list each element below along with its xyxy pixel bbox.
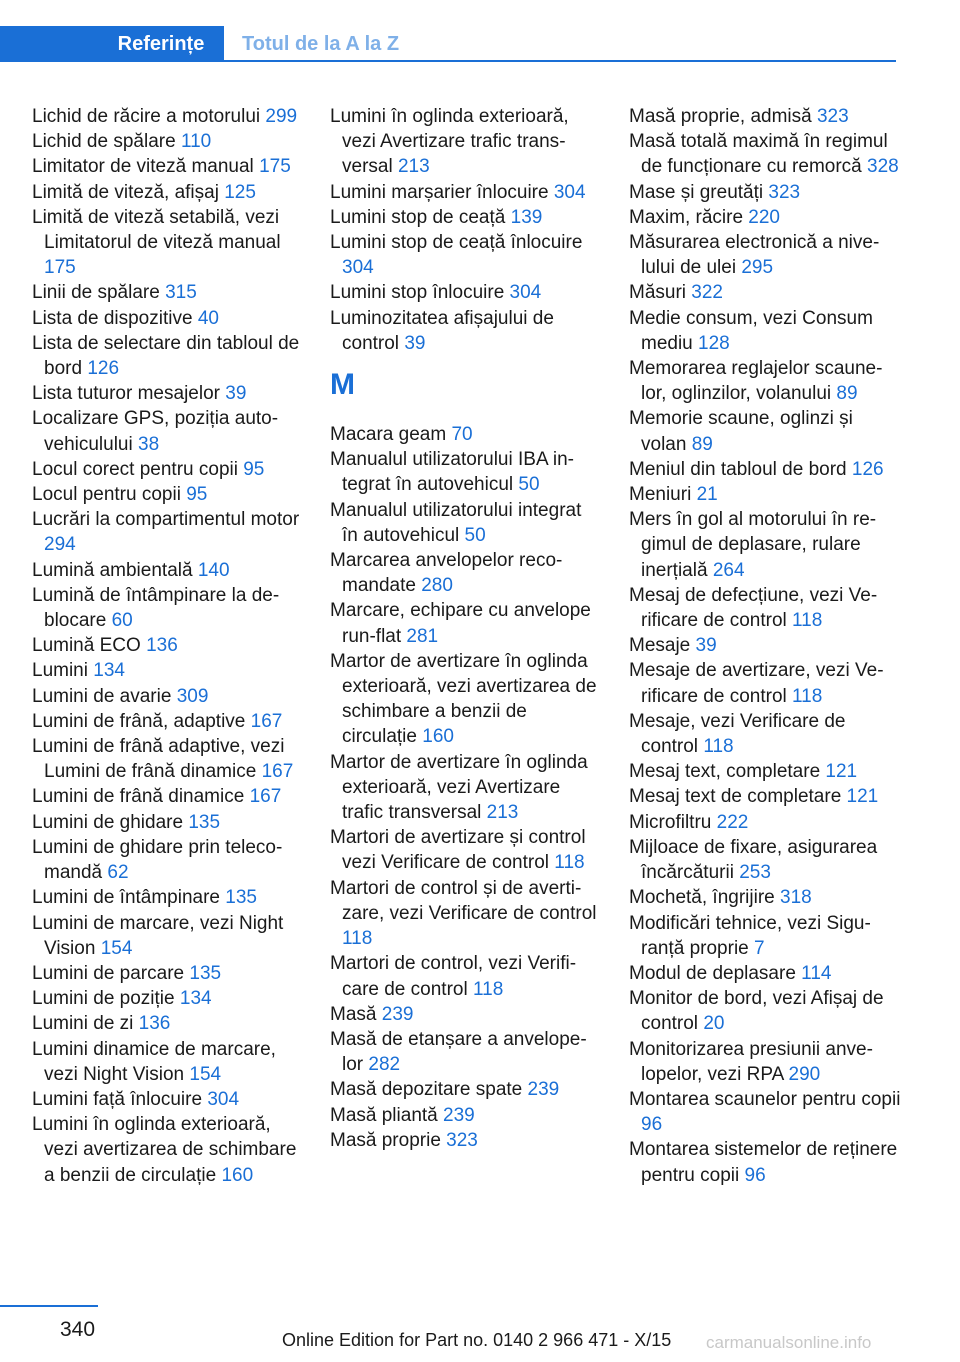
index-entry	[330, 1002, 600, 1027]
index-entry-text: Masă proprie, admisă	[629, 106, 812, 127]
index-entry-text: Memorarea reglajelor scaunelor, oglinzilor, volanului	[629, 358, 883, 405]
index-entry-text: Monitorizarea presiunii anvelopelor, vezi RPA	[629, 1038, 873, 1085]
page-reference-link[interactable]: 280	[421, 575, 453, 597]
page-reference-link[interactable]: 299	[265, 106, 298, 127]
page-reference-link[interactable]: 118	[792, 610, 823, 632]
index-entry	[32, 507, 302, 557]
page-reference-link[interactable]: 50	[518, 474, 540, 496]
index-entry	[330, 1027, 600, 1077]
index-entry-text: Lumini de poziție	[32, 988, 175, 1010]
index-entry	[32, 986, 302, 1011]
index-entry	[32, 810, 302, 835]
index-entry	[330, 750, 600, 826]
index-entry-text: Maxim, răcire	[629, 206, 744, 228]
page-reference-link[interactable]: 295	[741, 257, 774, 279]
index-entry-text: Lumini de frână, adaptive	[32, 710, 246, 732]
index-entry-text: Lista tuturor mesajelor	[32, 383, 220, 405]
index-entry-text: Locul pentru copii	[32, 484, 181, 506]
index-entry	[32, 684, 302, 709]
index-entry-text: Lumină ECO	[32, 635, 141, 657]
page-reference-link[interactable]: 282	[368, 1054, 401, 1076]
index-entry	[330, 876, 600, 952]
index-entry	[629, 986, 901, 1036]
index-entry	[629, 1137, 901, 1187]
index-entry-text: Mesaj text, completare	[629, 761, 821, 783]
index-entry-text: Limitator de viteză manual	[32, 156, 254, 178]
index-entry	[629, 482, 901, 507]
index-entry	[32, 734, 302, 784]
index-entry-text: Martor de avertizare în oglinda exterioară, vezi avertizarea de schimbare a benzii de circulație	[330, 650, 597, 748]
index-entry	[32, 280, 302, 305]
section-letter: M	[330, 368, 355, 402]
index-entry-text: Masă depozitare spate	[330, 1079, 523, 1101]
page-reference-link[interactable]: 128	[698, 332, 730, 354]
page-reference-link[interactable]: 96	[744, 1164, 766, 1186]
page-reference-link[interactable]: 315	[165, 282, 197, 304]
page-reference-link[interactable]: 264	[712, 559, 745, 581]
index-entry-text: Meniul din tabloul de bord	[629, 458, 847, 480]
page-reference-link[interactable]: 89	[836, 383, 858, 405]
page-reference-link[interactable]: 222	[716, 811, 749, 833]
page-reference-link[interactable]: 62	[107, 862, 129, 884]
index-entry-text: Lumini dinamice de marcare, vezi Night Vision	[32, 1038, 276, 1085]
index-entry	[629, 306, 901, 356]
index-entry-text: Mesaj text de completare	[629, 786, 842, 808]
index-entry-text: Manualul utilizatorului integrat în autovehicul	[330, 499, 582, 546]
index-entry	[629, 457, 901, 482]
index-entry	[330, 422, 600, 447]
index-entry-text: Memorie scaune, oglinzi și volan	[629, 408, 853, 455]
index-entry	[32, 205, 302, 281]
index-entry	[629, 583, 901, 633]
page-reference-link[interactable]: 21	[696, 484, 718, 506]
index-entry	[629, 180, 901, 205]
index-entry-text: Lichid de răcire a motorului	[32, 106, 261, 127]
index-entry-text: Luminozitatea afișajului de control	[330, 307, 554, 354]
page-reference-link[interactable]: 125	[224, 181, 256, 203]
index-entry-text: Marcarea anvelopelor recomandate	[330, 550, 563, 597]
index-entry-text: Masă de etanșare a anvelopelor	[330, 1028, 587, 1076]
page-reference-link[interactable]: 39	[695, 635, 717, 657]
page-reference-link[interactable]: 110	[180, 131, 212, 153]
page-reference-link[interactable]: 175	[44, 257, 76, 279]
page-reference-link[interactable]: 213	[397, 156, 430, 178]
index-entry	[629, 1087, 901, 1137]
index-entry	[32, 709, 302, 734]
index-entry	[330, 306, 600, 356]
index-entry-text: Mesaj de defecțiune, vezi Verificare de control	[629, 584, 878, 632]
page-reference-link[interactable]: 154	[189, 1063, 222, 1085]
index-entry-text: Mochetă, îngrijire	[629, 887, 775, 909]
index-entry	[32, 154, 302, 179]
index-entry-text: Lumini în oglinda exterioară, vezi Avertizare trafic transversal	[330, 106, 569, 178]
index-entry-text: Linii de spălare	[32, 282, 160, 304]
index-entry-text: Mesaje, vezi Verificare de control	[629, 710, 846, 758]
index-entry	[32, 885, 302, 910]
index-entry	[32, 381, 302, 406]
index-entry	[330, 825, 600, 875]
index-entry	[32, 633, 302, 658]
index-entry	[629, 507, 901, 583]
index-entry-text: Masă proprie	[330, 1129, 441, 1151]
index-entry	[330, 230, 600, 280]
index-entry-text: Macara geam	[330, 424, 447, 446]
index-entry-text: Martor de avertizare în oglinda exterioară, vezi Avertizare trafic transversal	[330, 751, 588, 824]
page-reference-link[interactable]: 323	[446, 1129, 478, 1151]
index-entry-text: Lumini marșarier înlocuire	[330, 181, 549, 203]
page-reference-link[interactable]: 175	[259, 156, 291, 178]
page-reference-link[interactable]: 134	[179, 988, 212, 1010]
index-entry	[629, 205, 901, 230]
page-reference-link[interactable]: 121	[825, 761, 858, 783]
index-entry	[32, 306, 302, 331]
index-entry-text: Monitor de bord, vezi Afișaj de control	[629, 988, 884, 1035]
index-entry	[32, 583, 302, 633]
index-entry-text: Locul corect pentru copii	[32, 458, 238, 480]
header-tab-references[interactable]: Referințe	[98, 26, 224, 62]
index-entry	[629, 709, 901, 759]
page-reference-link[interactable]: 220	[748, 206, 780, 228]
page-reference-link[interactable]: 139	[510, 206, 543, 228]
index-entry-text: Lumini	[32, 660, 88, 682]
index-entry	[32, 558, 302, 583]
page-header	[0, 0, 960, 62]
index-entry-text: Lumini de marcare, vezi Night Vision	[32, 912, 284, 959]
page-reference-link[interactable]: 40	[197, 307, 219, 329]
index-entry-text: Lumini de întâmpinare	[32, 887, 220, 909]
page-reference-link[interactable]: 154	[100, 937, 133, 959]
index-entry-text: Microfiltru	[629, 811, 712, 833]
page-reference-link[interactable]: 304	[553, 181, 586, 203]
index-entry-text: Localizare GPS, poziția autovehiculului	[32, 408, 279, 455]
index-entry	[32, 1011, 302, 1036]
header-tab-a-to-z[interactable]: Totul de la A la Z	[242, 33, 400, 55]
page-reference-link[interactable]: 322	[691, 282, 723, 304]
page-reference-link[interactable]: 167	[250, 710, 283, 732]
index-entry	[629, 961, 901, 986]
page-reference-link[interactable]: 95	[243, 458, 265, 480]
page-reference-link[interactable]: 135	[225, 887, 257, 909]
index-entry-text: Lista de dispozitive	[32, 307, 193, 329]
index-entry-text: Lumini de parcare	[32, 962, 185, 984]
index-entry	[330, 498, 600, 548]
index-entry-text: Lumină ambientală	[32, 559, 193, 581]
page-reference-link[interactable]: 118	[703, 736, 734, 758]
index-entry-text: Mijloace de fixare, asigurarea încărcăturii	[629, 836, 878, 884]
index-entry-text: Meniuri	[629, 484, 692, 506]
index-entry	[330, 1128, 600, 1153]
index-entry-text: Modul de deplasare	[629, 962, 796, 984]
index-entry-text: Lumini în oglinda exterioară, vezi avertizarea de schimbare a benzii de circulație	[32, 1114, 297, 1186]
page-reference-link[interactable]: 95	[186, 484, 208, 506]
page-reference-link[interactable]: 118	[554, 852, 585, 874]
index-entry	[629, 356, 901, 406]
index-entry	[32, 104, 302, 129]
page-reference-link[interactable]: 281	[406, 625, 439, 647]
index-entry-text: Medie consum, vezi Consum mediu	[629, 307, 873, 354]
index-entry-text: Mesaje de avertizare, vezi Verificare de control	[629, 660, 884, 707]
index-entry-text: Masă	[330, 1003, 377, 1025]
index-entry-text: Mase și greutăți	[629, 181, 764, 203]
page-reference-link[interactable]: 167	[249, 786, 282, 808]
edition-note: Online Edition for Part no. 0140 2 966 471 - X/15	[282, 1330, 672, 1350]
page-reference-link[interactable]: 126	[851, 458, 884, 480]
page-reference-link[interactable]: 118	[342, 928, 373, 950]
page-reference-link[interactable]: 118	[792, 685, 823, 707]
page-reference-link[interactable]: 160	[422, 726, 454, 748]
index-entry	[330, 447, 600, 497]
index-entry-text: Măsurarea electronică a nivelului de ulei	[629, 232, 880, 279]
page-reference-link[interactable]: 7	[754, 937, 765, 959]
page-reference-link[interactable]: 323	[768, 181, 801, 203]
page-reference-link[interactable]: 323	[816, 106, 849, 127]
index-entry-text: Masă totală maximă în regimul de funcționare cu remorcă	[629, 131, 888, 178]
page-reference-link[interactable]: 118	[472, 978, 504, 1000]
index-entry	[330, 649, 600, 750]
index-entry-text: Marcare, echipare cu anvelope run-flat	[330, 600, 591, 647]
index-entry	[32, 406, 302, 456]
index-entry	[32, 835, 302, 885]
index-entry	[629, 885, 901, 910]
index-entry-text: Lumini de zi	[32, 1013, 134, 1035]
index-entry	[629, 406, 901, 456]
index-entry-text: Masă pliantă	[330, 1104, 438, 1126]
index-entry	[330, 104, 600, 180]
index-entry-text: Limită de viteză setabilă, vezi Limitatorul de viteză manual	[32, 206, 281, 254]
page-reference-link[interactable]: 213	[486, 802, 519, 824]
index-entry-text: Lumină de întâmpinare la deblocare	[32, 584, 280, 632]
index-entry	[32, 180, 302, 205]
index-entry-text: Montarea sistemelor de reținere pentru copii	[629, 1139, 898, 1186]
page-reference-link[interactable]: 239	[527, 1079, 560, 1101]
page-reference-link[interactable]: 239	[443, 1104, 475, 1126]
index-entry-text: Lichid de spălare	[32, 131, 176, 153]
page-reference-link[interactable]: 134	[93, 660, 125, 682]
index-entry-text: Lista de selectare din tabloul de bord	[32, 332, 300, 380]
index-entry	[629, 280, 901, 305]
page-number: 340	[60, 1318, 96, 1341]
index-entry	[32, 784, 302, 809]
page-reference-link[interactable]: 167	[261, 761, 294, 783]
index-entry	[629, 658, 901, 708]
index-entry	[32, 331, 302, 381]
index-entry-text: Lumini față înlocuire	[32, 1088, 203, 1110]
index-entry-text: Lumini de frână dinamice	[32, 786, 245, 808]
page-reference-link[interactable]: 135	[188, 811, 221, 833]
index-entry	[330, 180, 600, 205]
page-reference-link[interactable]: 140	[197, 559, 230, 581]
index-entry	[629, 784, 901, 809]
page-reference-link[interactable]: 136	[146, 635, 178, 657]
index-entry	[330, 598, 600, 648]
index-entry	[629, 759, 901, 784]
index-entry	[629, 1037, 901, 1087]
index-entry-text: Montarea scaunelor pentru copii	[629, 1088, 901, 1110]
page-reference-link[interactable]: 304	[342, 257, 374, 279]
index-entry-text: Lumini de frână adaptive, vezi Lumini de frână dinamice	[32, 736, 285, 783]
index-entry	[32, 911, 302, 961]
index-entry	[32, 1112, 302, 1188]
page-reference-link[interactable]: 328	[867, 156, 899, 178]
index-entry-text: Lumini stop înlocuire	[330, 282, 505, 304]
page-reference-link[interactable]: 304	[207, 1088, 240, 1110]
index-entry-text: Mesaje	[629, 635, 691, 657]
page-reference-link[interactable]: 70	[451, 424, 473, 446]
index-column-1	[32, 104, 302, 1188]
index-entry-text: Lumini stop de ceață	[330, 206, 506, 228]
page-reference-link[interactable]: 126	[87, 358, 120, 380]
index-entry-text: Lumini de ghidare prin telecomandă	[32, 836, 283, 884]
page-reference-link[interactable]: 38	[138, 433, 160, 455]
page-reference-link[interactable]: 39	[404, 332, 426, 354]
index-entry-text: Modificări tehnice, vezi Siguranță proprie	[629, 912, 871, 959]
index-entry	[32, 1037, 302, 1087]
index-entry	[629, 129, 901, 179]
page-reference-link[interactable]: 304	[509, 282, 542, 304]
page-reference-link[interactable]: 121	[846, 786, 879, 808]
index-entry	[629, 810, 901, 835]
index-entry	[32, 129, 302, 154]
header-divider	[224, 60, 896, 62]
index-entry-text: Lumini de ghidare	[32, 811, 184, 833]
page-reference-link[interactable]: 136	[138, 1013, 171, 1035]
index-entry-text: Limită de viteză, afișaj	[32, 181, 219, 203]
page-reference-link[interactable]: 96	[641, 1114, 663, 1136]
index-entry	[330, 205, 600, 230]
index-entry	[32, 1087, 302, 1112]
page-reference-link[interactable]: 20	[703, 1013, 725, 1035]
page-reference-link[interactable]: 114	[801, 962, 832, 984]
index-entry	[330, 1077, 600, 1102]
page-reference-link[interactable]: 318	[780, 887, 812, 909]
index-entry-text: Măsuri	[629, 282, 687, 304]
page-reference-link[interactable]: 294	[44, 534, 76, 556]
index-entry	[629, 633, 901, 658]
page-reference-link[interactable]: 50	[464, 524, 486, 546]
page-reference-link[interactable]: 253	[739, 862, 771, 884]
index-entry-text: Martori de control și de avertizare, vezi Verificare de control	[330, 877, 597, 924]
index-entry-text: Lucrări la compartimentul motor	[32, 509, 300, 531]
page-reference-link[interactable]: 89	[691, 433, 713, 455]
index-entry	[32, 457, 302, 482]
index-entry-text: Manualul utilizatorului IBA integrat în autovehicul	[330, 449, 574, 496]
header-accent-bar	[0, 26, 98, 62]
page-reference-link[interactable]: 60	[111, 610, 133, 632]
page-reference-link[interactable]: 135	[189, 962, 222, 984]
index-entry-text: Lumini stop de ceață înlocuire	[330, 232, 583, 254]
index-entry	[629, 230, 901, 280]
watermark: carmanualsonline.info	[706, 1333, 872, 1352]
index-column-2	[330, 104, 600, 1153]
index-entry-text: Mers în gol al motorului în regimul de deplasare, rulare inerțială	[629, 509, 877, 581]
index-column-3	[629, 104, 901, 1188]
page-reference-link[interactable]: 160	[221, 1164, 254, 1186]
index-entry	[330, 951, 600, 1001]
index-entry	[32, 961, 302, 986]
page-reference-link[interactable]: 39	[225, 383, 247, 405]
index-entry	[629, 104, 901, 129]
index-entry	[32, 482, 302, 507]
index-entry	[629, 911, 901, 961]
footer-divider	[0, 1305, 98, 1307]
page-reference-link[interactable]: 239	[381, 1003, 414, 1025]
page-reference-link[interactable]: 290	[788, 1063, 821, 1085]
index-entry	[330, 1103, 600, 1128]
index-entry	[629, 835, 901, 885]
page-reference-link[interactable]: 309	[176, 685, 209, 707]
index-entry-text: Martori de avertizare și control vezi Verificare de control	[330, 827, 586, 874]
index-entry-text: Lumini de avarie	[32, 685, 172, 707]
index-entry	[330, 280, 600, 305]
index-entry-text: Martori de control, vezi Verificare de control	[330, 953, 577, 1000]
index-entry	[32, 658, 302, 683]
index-entry	[330, 548, 600, 598]
